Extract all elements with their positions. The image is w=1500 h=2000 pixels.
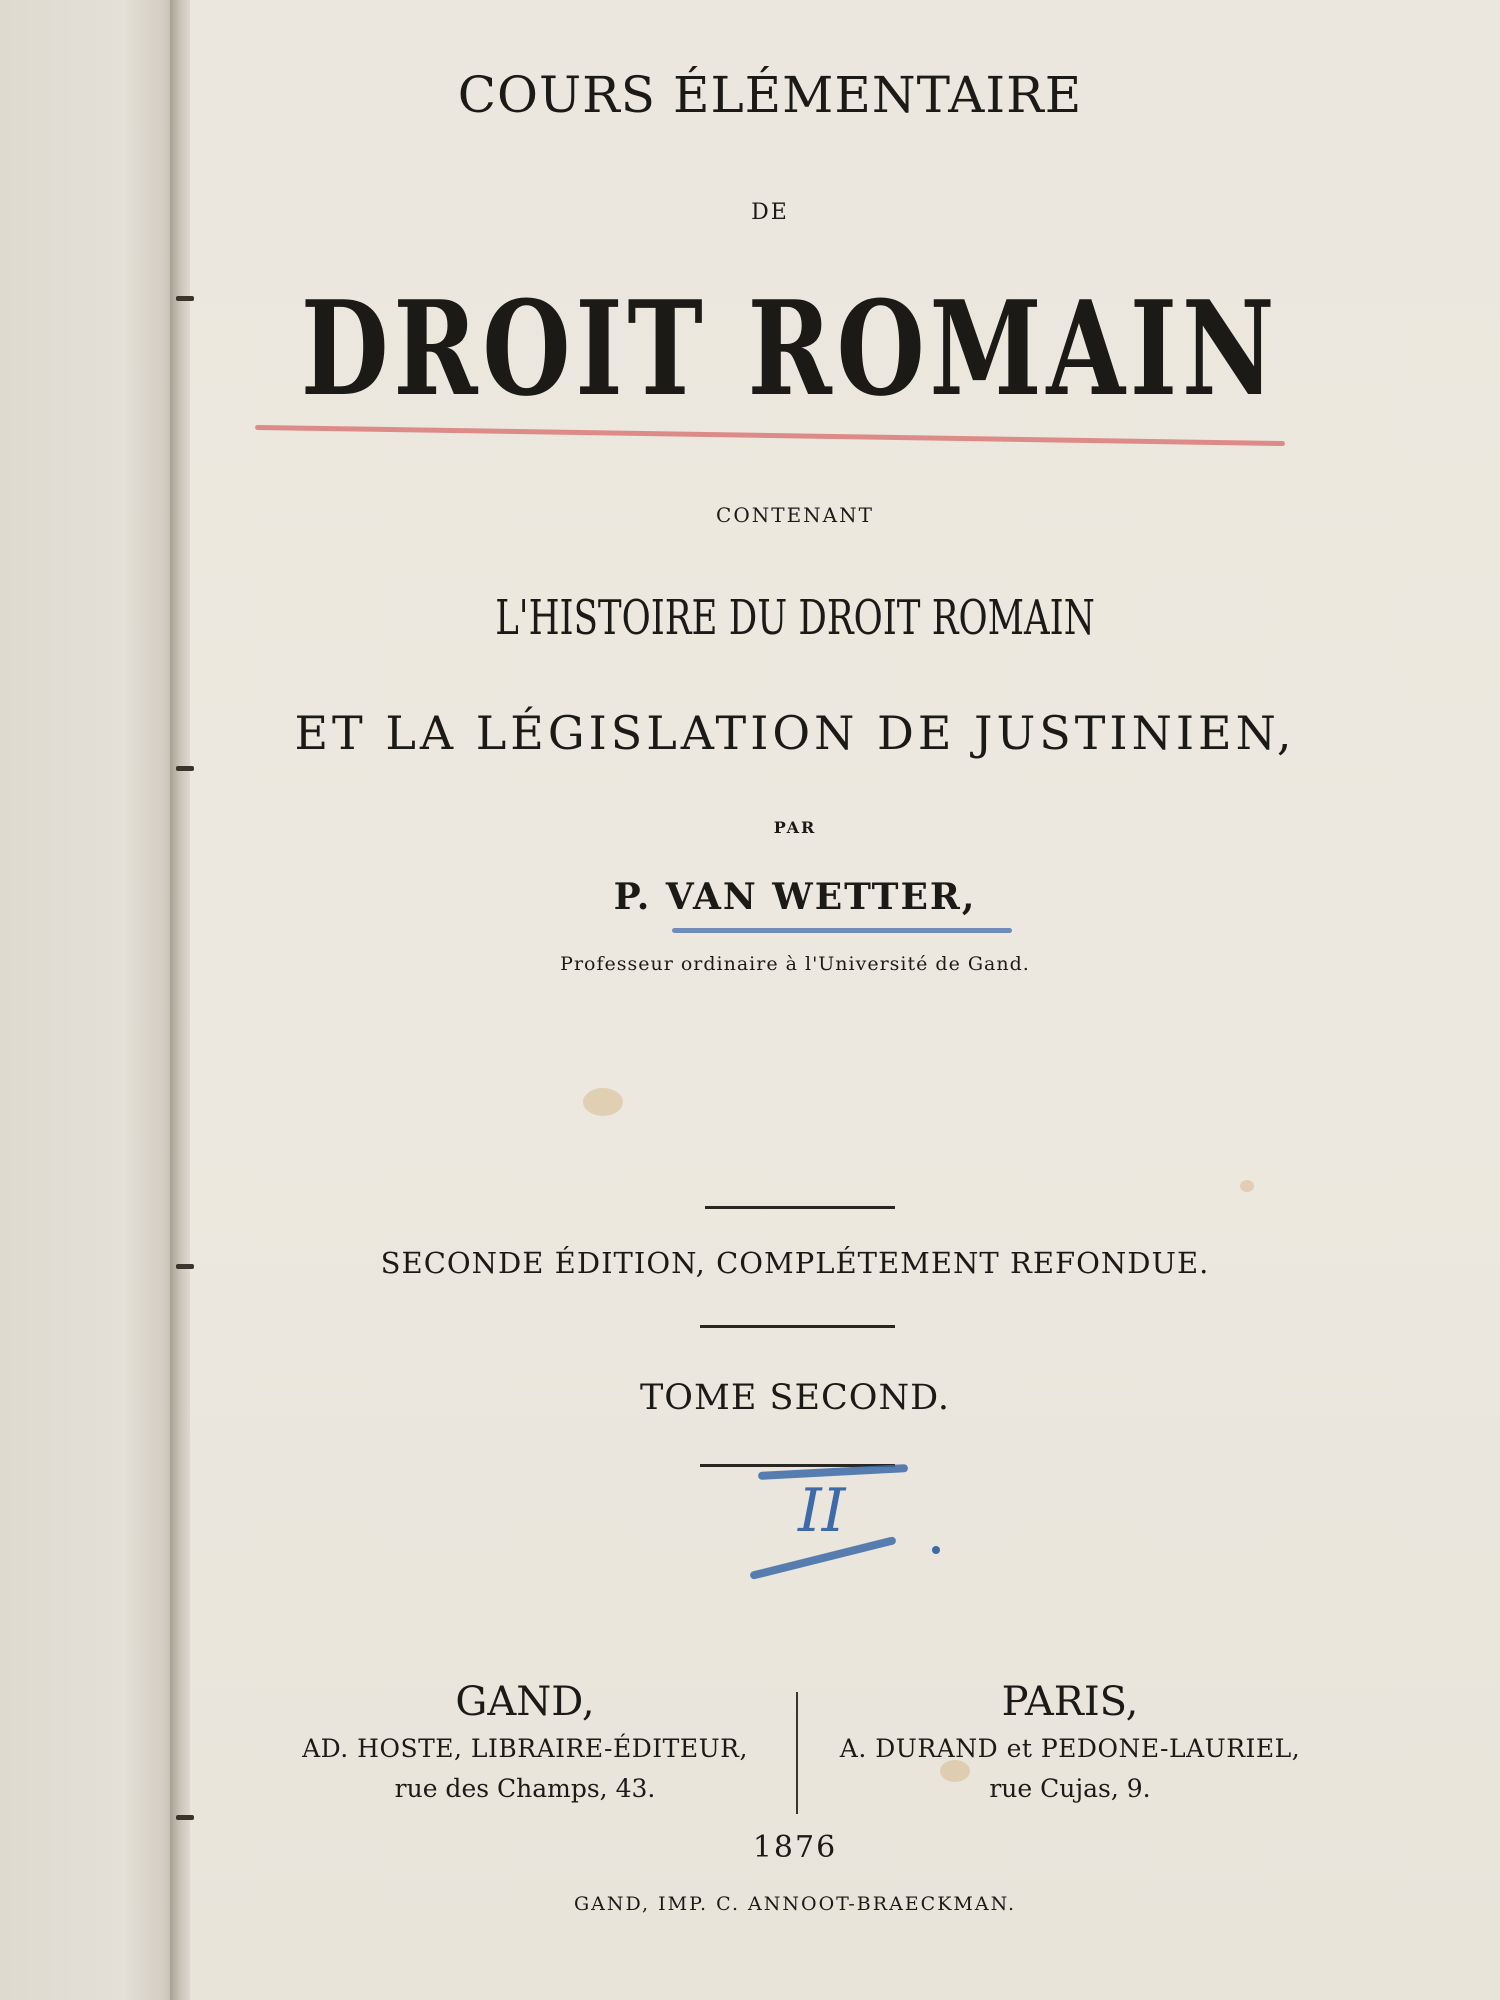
- main-title: DROIT ROMAIN: [300, 272, 1280, 425]
- by-label: PAR: [773, 818, 817, 837]
- left-page-edge: [0, 0, 178, 2000]
- contains-label: CONTENANT: [716, 503, 874, 527]
- divider-rule: [700, 1325, 895, 1328]
- binding-stitch: [176, 766, 194, 771]
- imprint-publisher: AD. HOSTE, LIBRAIRE-ÉDITEUR,: [302, 1734, 748, 1763]
- imprint-publisher: A. DURAND et PEDONE-LAURIEL,: [839, 1734, 1301, 1763]
- imprint-right: [810, 1676, 1330, 1808]
- title-connector: DE: [751, 200, 789, 225]
- imprint-address: rue des Champs, 43.: [394, 1774, 656, 1803]
- publication-year: 1876: [752, 1830, 838, 1865]
- foxing-spot: [1240, 1180, 1254, 1192]
- handwritten-volume-mark: [758, 1454, 938, 1574]
- volume-statement: TOME SECOND.: [639, 1378, 951, 1418]
- binding-stitch: [176, 1815, 194, 1820]
- divider-rule: [705, 1206, 895, 1209]
- pencil-dot: [932, 1546, 940, 1554]
- author-position: Professeur ordinaire à l'Université de Gand.: [560, 953, 1030, 975]
- binding-stitch: [176, 296, 194, 301]
- imprint-left: [255, 1676, 795, 1808]
- imprint-city: GAND,: [455, 1679, 595, 1725]
- subtitle-line-2: ET LA LÉGISLATION DE JUSTINIEN,: [294, 706, 1296, 760]
- edition-statement: SECONDE ÉDITION, COMPLÉTEMENT REFONDUE.: [380, 1246, 1210, 1280]
- imprint-address: rue Cujas, 9.: [989, 1774, 1151, 1803]
- printer-line: GAND, IMP. C. ANNOOT-BRAECKMAN.: [573, 1893, 1017, 1915]
- imprint-city: PARIS,: [1001, 1679, 1139, 1725]
- blue-pencil-underline: [672, 928, 1012, 933]
- series-title: COURS ÉLÉMENTAIRE: [457, 66, 1083, 124]
- handwritten-numeral: II: [798, 1476, 846, 1546]
- imprint-divider: [796, 1692, 798, 1814]
- foxing-spot: [583, 1088, 623, 1116]
- subtitle-line-1: L'HISTOIRE DU DROIT ROMAIN: [495, 590, 1095, 646]
- author-name: P. VAN WETTER,: [613, 876, 977, 918]
